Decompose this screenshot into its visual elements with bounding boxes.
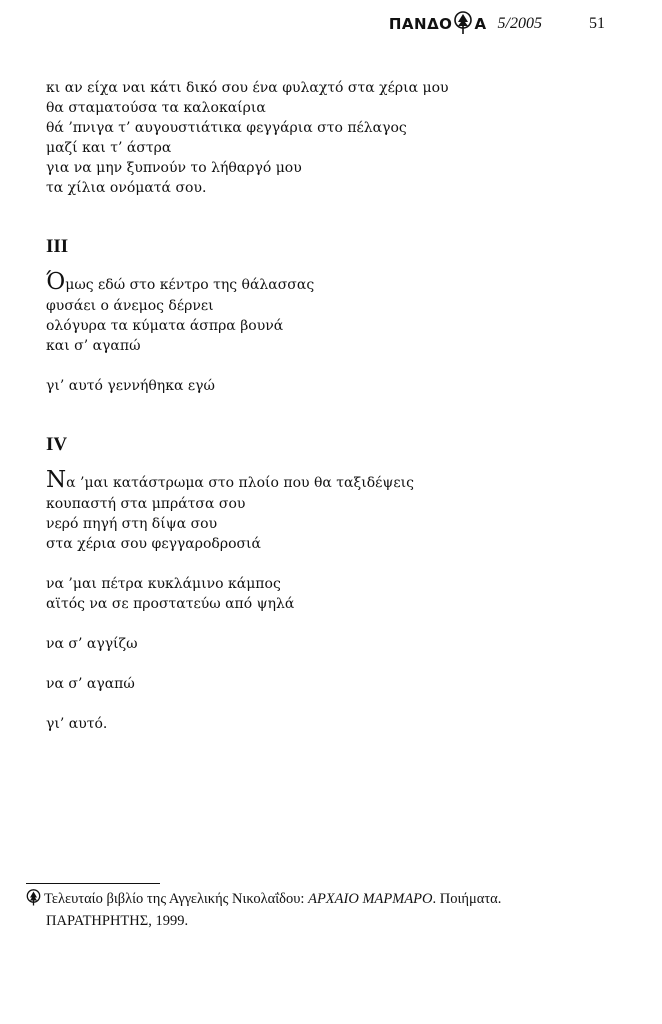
poem-line: τα χίλια ονόματά σου. — [46, 180, 207, 196]
poem-line: να ’μαι πέτρα κυκλάμινο κάμπος — [46, 576, 281, 592]
poem-line: στα χέρια σου φεγγαροδροσιά — [46, 536, 262, 552]
footnote-line-1 — [26, 888, 626, 910]
poem-line: κουπαστή στα μπράτσα σου — [46, 496, 246, 512]
first-line-text: α ’μαι κατάστρωμα στο πλοίο που θα ταξιδέψεις — [66, 475, 414, 491]
poem-body — [46, 78, 626, 734]
poem-line: θά ’πνιγα τ’ αυγουστιάτικα φεγγάρια στο πέλαγος — [46, 120, 407, 136]
poem-line: γι’ αυτό γεννήθηκα εγώ — [46, 378, 215, 394]
poem-line: μαζί και τ’ άστρα — [46, 140, 172, 156]
book-title: ΑΡΧΑΙΟ ΜΑΡΜΑΡΟ — [308, 891, 433, 907]
footnote-text-end: . Ποιήματα. — [432, 891, 502, 907]
page-number: 51 — [589, 15, 605, 32]
poem-line: ολόγυρα τα κύματα άσπρα βουνά — [46, 318, 284, 334]
footnote-divider — [26, 883, 160, 884]
footnote-text: Τελευταίο βιβλίο της Αγγελικής Νικολαΐδου: — [44, 891, 309, 907]
journal-title-right: Α — [474, 15, 487, 33]
stanza-1 — [46, 78, 626, 198]
section-3 — [46, 236, 626, 396]
drop-cap: Ό — [46, 269, 66, 295]
poem-line: να σ’ αγαπώ — [46, 676, 135, 692]
poem-line: νερό πηγή στη δίψα σου — [46, 516, 218, 532]
section-4 — [46, 434, 626, 734]
poem-line: να σ’ αγγίζω — [46, 636, 138, 652]
poem-line: θα σταματούσα τα καλοκαίρια — [46, 100, 266, 116]
footnote-line-2: ΠΑΡΑΤΗΡΗΤΗΣ, 1999. — [46, 913, 189, 929]
poem-line: φυσάει ο άνεμος δέρνει — [46, 298, 214, 314]
section-number: IV — [46, 434, 68, 455]
journal-title — [389, 12, 487, 36]
running-header — [389, 12, 605, 36]
issue-number: 5/2005 — [497, 15, 542, 32]
drop-cap: Ν — [46, 467, 67, 493]
journal-title-left: ΠΑΝΔΟ — [388, 15, 453, 33]
poem-line: αϊτός να σε προστατεύω από ψηλά — [46, 596, 295, 612]
poem-line: για να μην ξυπνούν το λήθαργό μου — [46, 160, 302, 176]
section-number: III — [46, 236, 69, 257]
first-line-text: μως εδώ στο κέντρο της θάλασσας — [65, 277, 315, 293]
poem-line — [46, 467, 626, 494]
poem-line: και σ’ αγαπώ — [46, 338, 141, 354]
tree-emblem-icon — [26, 889, 41, 906]
footnote — [26, 888, 626, 932]
tree-emblem-icon — [453, 11, 473, 35]
poem-line: γι’ αυτό. — [46, 716, 108, 732]
poem-line: κι αν είχα ναι κάτι δικό σου ένα φυλαχτό στα χέρια μου — [46, 80, 449, 96]
poem-line — [46, 269, 626, 296]
